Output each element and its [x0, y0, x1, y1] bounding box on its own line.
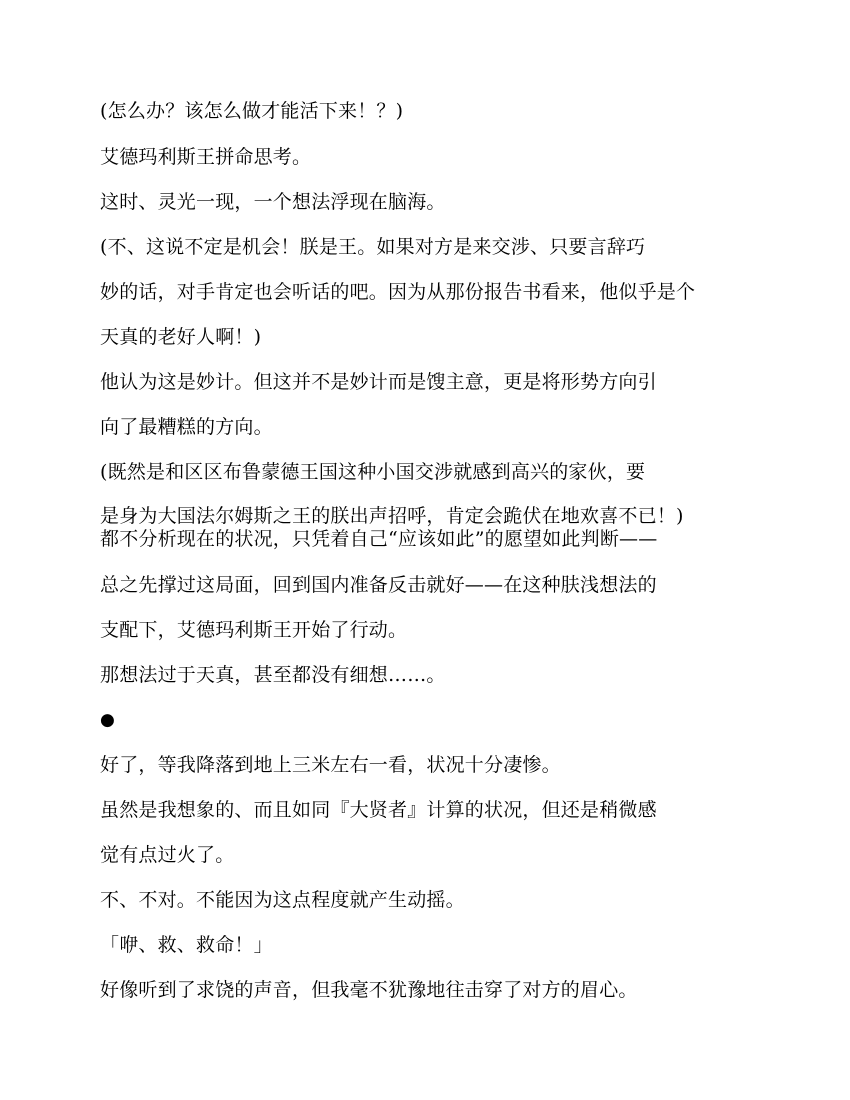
text-line: 是身为大国法尔姆斯之王的朕出声招呼，肯定会跪伏在地欢喜不已！) — [100, 505, 684, 527]
text-line: 不、不对。不能因为这点程度就产生动摇。 — [100, 889, 465, 911]
text-line: 艾德玛利斯王拼命思考。 — [100, 146, 312, 168]
text-line: 天真的老好人啊！) — [100, 326, 262, 348]
text-line: 支配下，艾德玛利斯王开始了行动。 — [100, 619, 408, 641]
text-line: (既然是和区区布鲁蒙德王国这种小国交涉就感到高兴的家伙，要 — [100, 461, 646, 483]
section-break-bullet: ● — [100, 710, 116, 730]
text-line: 这时、灵光一现，一个想法浮现在脑海。 — [100, 191, 446, 213]
text-line: 好了，等我降落到地上三米左右一看，状况十分凄惨。 — [100, 754, 561, 776]
text-line: (不、这说不定是机会！朕是王。如果对方是来交涉、只要言辞巧 — [100, 236, 646, 258]
text-line: 好像听到了求饶的声音，但我毫不犹豫地往击穿了对方的眉心。 — [100, 979, 638, 1001]
text-line: 妙的话，对手肯定也会听话的吧。因为从那份报告书看来，他似乎是个 — [100, 281, 696, 303]
text-line: 他认为这是妙计。但这并不是妙计而是馊主意，更是将形势方向引 — [100, 371, 657, 393]
text-line: 觉有点过火了。 — [100, 844, 235, 866]
text-line: 向了最糟糕的方向。 — [100, 416, 273, 438]
text-line: 总之先撑过这局面，回到国内准备反击就好——在这种肤浅想法的 — [100, 574, 657, 596]
text-line: 那想法过于天真，甚至都没有细想……。 — [100, 664, 446, 686]
text-line: (怎么办？该怎么做才能活下来！？) — [100, 100, 404, 122]
text-line: 「咿、救、救命！」 — [100, 934, 273, 956]
text-line: 虽然是我想象的、而且如同『大贤者』计算的状况，但还是稍微感 — [100, 799, 657, 821]
text-line: 都不分析现在的状况，只凭着自己“应该如此”的愿望如此判断—— — [100, 528, 658, 550]
